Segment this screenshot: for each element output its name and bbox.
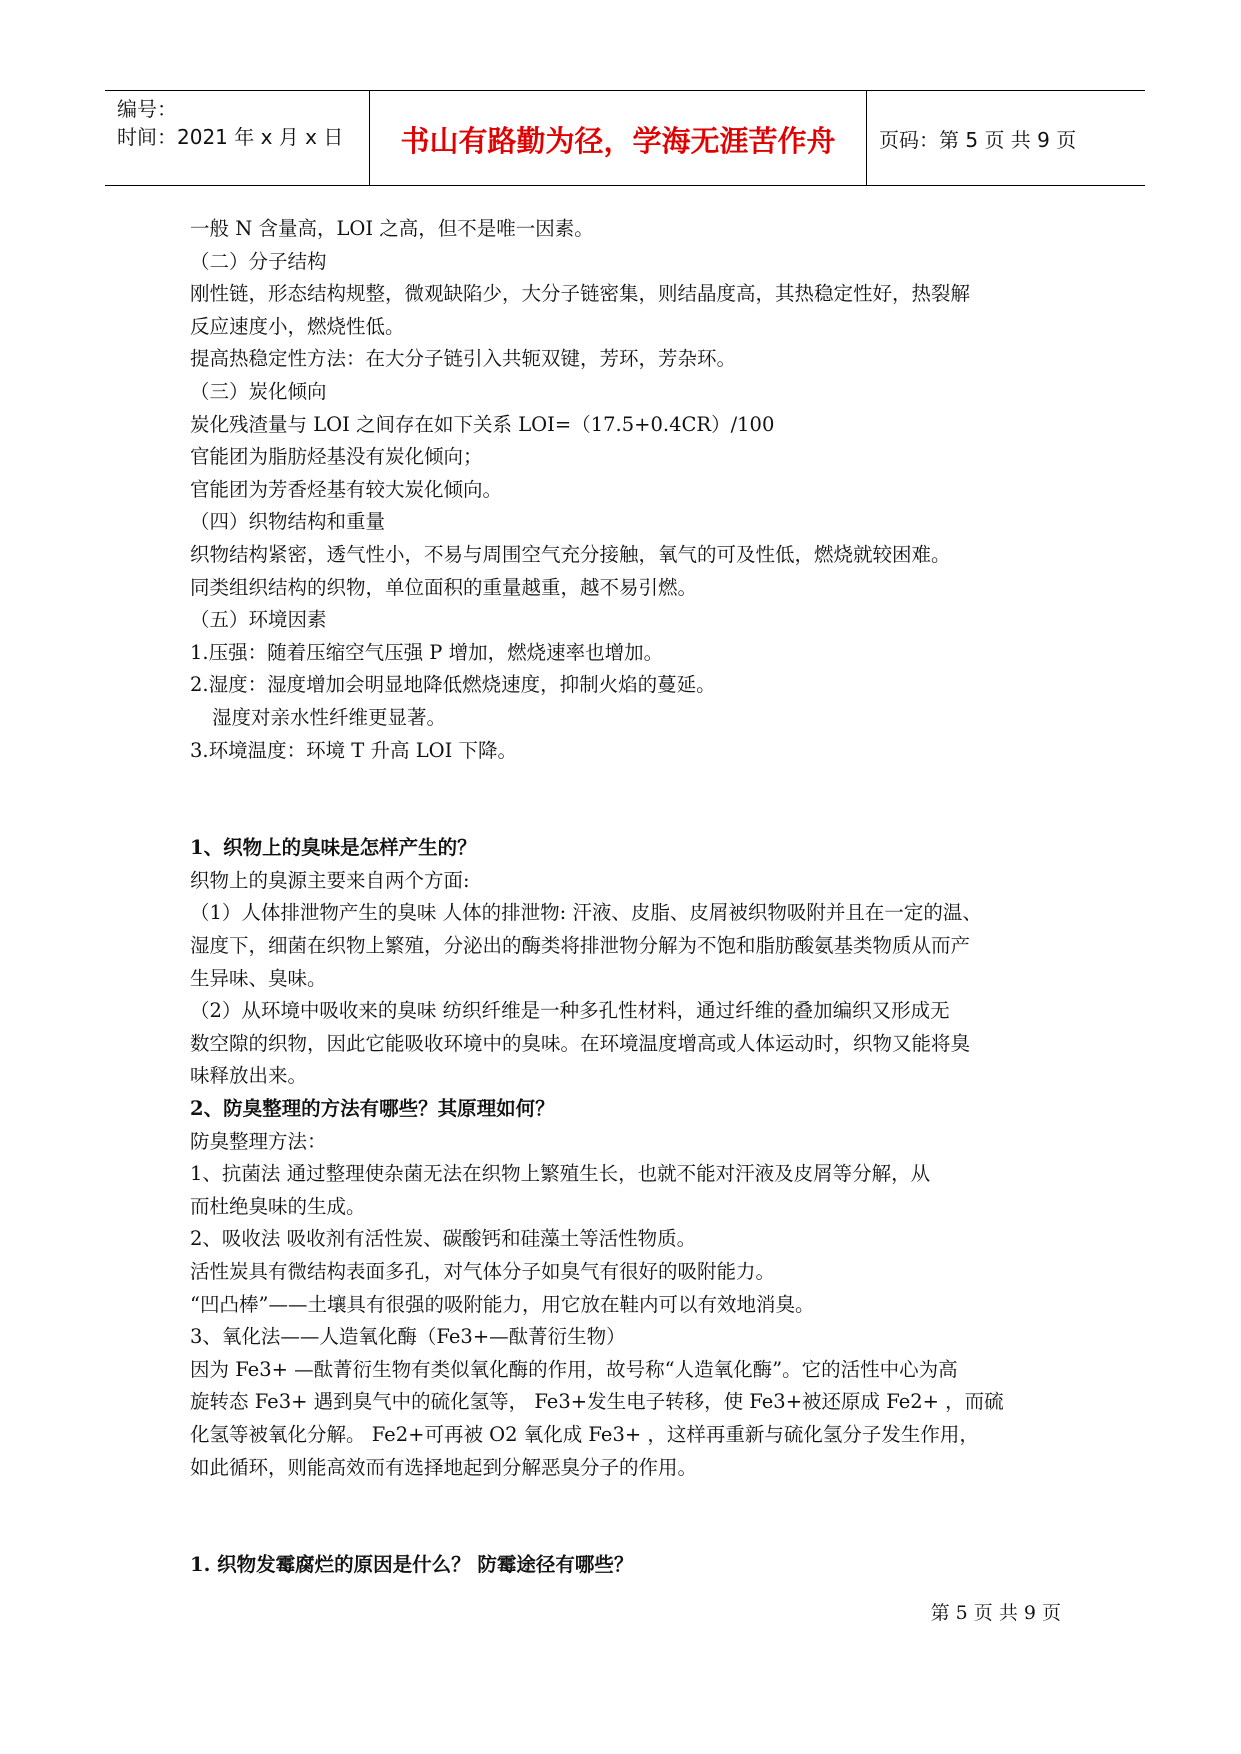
text-line: 织物上的臭源主要来自两个方面:: [190, 868, 470, 892]
header-info-cell: [105, 91, 370, 185]
text-line: （1）人体排泄物产生的臭味 人体的排泄物: 汗液、皮脂、皮屑被织物吸附并且在一定的温、: [190, 901, 982, 925]
section-heading: （五）环境因素: [190, 608, 327, 632]
section-heading: （三）炭化倾向: [190, 379, 327, 403]
text-line: 如此循环，则能高效而有选择地起到分解恶臭分子的作用。: [190, 1455, 698, 1479]
text-line: 味释放出来。: [190, 1064, 308, 1088]
text-line: 活性炭具有微结构表面多孔，对气体分子如臭气有很好的吸附能力。: [190, 1260, 776, 1283]
header-page-cell: [867, 91, 1145, 185]
question-heading: 1. 织物发霉腐烂的原因是什么？ 防霉途径有哪些？: [190, 1553, 634, 1577]
text-line: 防臭整理方法：: [190, 1129, 327, 1153]
text-line: 炭化残渣量与 LOI 之间存在如下关系 LOI=（17.5+0.4CR）/100: [190, 412, 775, 436]
text-line: 化氢等被氧化分解。 Fe2+可再被 O2 氧化成 Fe3+ ，这样再重新与硫化氢分子发生作用，: [190, 1422, 979, 1446]
text-line: 反应速度小，燃烧性低。: [190, 314, 405, 338]
text-line: 3.环境温度：环境 T 升高 LOI 下降。: [190, 738, 518, 762]
text-line: 官能团为脂肪烃基没有炭化倾向；: [190, 445, 483, 469]
document-body: [190, 213, 1070, 1582]
spacer: [190, 1484, 1070, 1517]
text-line: 同类组织结构的织物，单位面积的重量越重，越不易引燃。: [190, 575, 698, 599]
text-line: 提高热稳定性方法：在大分子链引入共轭双键，芳环，芳杂环。: [190, 347, 737, 371]
spacer: [190, 767, 1070, 800]
text-line: 刚性链，形态结构规整，微观缺陷少，大分子链密集，则结晶度高，其热稳定性好，热裂解: [190, 282, 971, 306]
text-line: 2、吸收法 吸收剂有活性炭、碳酸钙和硅藻土等活性物质。: [190, 1227, 697, 1251]
text-line: 因为 Fe3+ —酞菁衍生物有类似氧化酶的作用，故号称“人造氧化酶”。它的活性中心为高: [190, 1357, 958, 1381]
text-line: （2）从环境中吸收来的臭味 纺织纤维是一种多孔性材料，通过纤维的叠加编织又形成无: [190, 999, 950, 1023]
header-motto-cell: [370, 91, 867, 185]
text-line: 湿度下，细菌在织物上繁殖，分泌出的酶类将排泄物分解为不饱和脂肪酸氨基类物质从而产: [190, 934, 971, 958]
text-line: 湿度对亲水性纤维更显著。: [212, 705, 447, 729]
text-line: 1.压强：随着压缩空气压强 P 增加，燃烧速率也增加。: [190, 640, 664, 664]
spacer: [190, 800, 1070, 833]
text-line: 旋转态 Fe3+ 遇到臭气中的硫化氢等， Fe3+发生电子转移，使 Fe3+被还原成 Fe2+ ，而硫: [190, 1390, 1004, 1414]
question-heading: 1、织物上的臭味是怎样产生的？: [190, 836, 477, 860]
question-heading: 2、防臭整理的方法有哪些？其原理如何？: [190, 1097, 555, 1121]
text-line: 数空隙的织物，因此它能吸收环境中的臭味。在环境温度增高或人体运动时，织物又能将臭: [190, 1031, 971, 1055]
document-time-label: 时间：2021 年 x 月 x 日: [117, 125, 344, 149]
document-code-label: 编号：: [117, 97, 177, 121]
text-line: 而杜绝臭味的生成。: [190, 1194, 366, 1218]
text-line: 官能团为芳香烃基有较大炭化倾向。: [190, 477, 503, 501]
section-heading: （二）分子结构: [190, 249, 327, 273]
text-line: 1、抗菌法 通过整理使杂菌无法在织物上繁殖生长，也就不能对汗液及皮屑等分解，从: [190, 1162, 931, 1186]
page-header: [105, 90, 1145, 186]
section-heading: （四）织物结构和重量: [190, 510, 386, 534]
text-line: “凹凸棒”——土壤具有很强的吸附能力，用它放在鞋内可以有效地消臭。: [190, 1292, 815, 1316]
spacer: [190, 1517, 1070, 1550]
page-footer: 第 5 页 共 9 页: [930, 1602, 1061, 1624]
text-line: 生异味、臭味。: [190, 966, 327, 990]
text-line: 一般 N 含量高，LOI 之高，但不是唯一因素。: [190, 217, 594, 240]
header-motto: 书山有路勤为径，学海无涯苦作舟: [400, 124, 836, 158]
text-line: 2.湿度：湿度增加会明显地降低燃烧速度，抑制火焰的蔓延。: [190, 673, 716, 697]
text-line: 3、氧化法——人造氧化酶（Fe3+—酞菁衍生物）: [190, 1325, 626, 1349]
header-page-number: 页码：第 5 页 共 9 页: [879, 128, 1077, 152]
text-line: 织物结构紧密，透气性小，不易与周围空气充分接触，氧气的可及性低，燃烧就较困难。: [190, 542, 951, 566]
